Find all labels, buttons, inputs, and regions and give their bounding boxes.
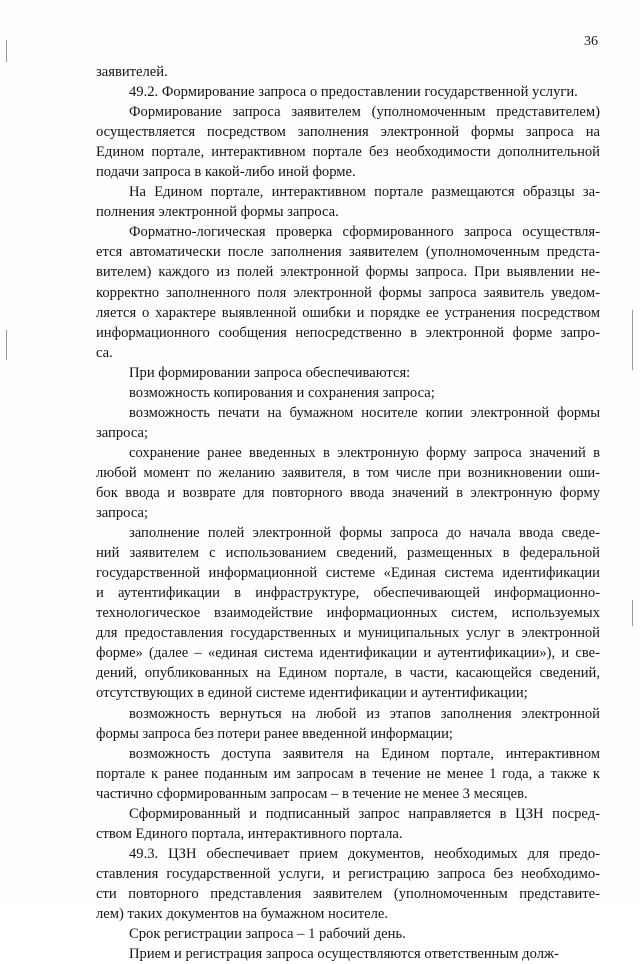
text-line: возможность доступа заявителя на Едином портале, интерактивном: [129, 745, 600, 762]
paragraph: [96, 62, 600, 82]
text-line: государственной информационной системе «Единая система идентификации: [96, 565, 600, 582]
text-line: ставления государственной услуги, и регистрацию запроса без необходимо-: [96, 865, 600, 882]
text-line: заполнение полей электронной формы запроса до начала ввода сведе-: [129, 525, 600, 542]
text-line: отсутствующих в единой системе идентификации и аутентификации;: [96, 685, 528, 702]
text-line: заявителей.: [96, 64, 168, 80]
text-line: запроса;: [96, 424, 149, 441]
text-line: дений, опубликованных на Едином портале, в части, касающейся сведений,: [96, 665, 600, 682]
paragraph: [96, 182, 600, 222]
paragraph: [96, 403, 600, 443]
text-line: запроса;: [96, 505, 149, 522]
text-line: форме» (далее – «единая система идентификации и аутентификации»), и све-: [96, 645, 600, 662]
text-line: информационного сообщения непосредственно в электронной форме запро-: [96, 324, 600, 341]
text-line: са.: [96, 344, 113, 361]
scan-edge-mark: [632, 310, 633, 370]
paragraph: [96, 363, 600, 383]
text-line: Срок регистрации запроса – 1 рабочий день.: [129, 926, 406, 943]
paragraph: [96, 844, 600, 924]
text-line: лем) таких документов на бумажном носителе.: [96, 905, 388, 922]
scan-edge-mark: [6, 330, 7, 360]
page-number: 36: [584, 34, 598, 49]
text-line: частично сформированным запросам – в течение не менее 3 месяцев.: [96, 785, 528, 802]
text-line: корректно заполненного поля электронной формы запроса заявитель уведом-: [96, 284, 600, 301]
text-line: портале к ранее поданным им запросам в течение не менее 1 года, а также к: [96, 765, 600, 782]
scan-edge-mark: [632, 600, 633, 626]
text-line: возможность печати на бумажном носителе копии электронной формы: [129, 404, 600, 421]
paragraph: [96, 523, 600, 703]
text-line: На Едином портале, интерактивном портале размещаются образцы за-: [129, 184, 600, 201]
paragraph: [96, 924, 600, 944]
text-line: Формирование запроса заявителем (уполномоченным представителем): [129, 104, 600, 121]
text-line: сти повторного представления заявителем (уполномоченным представите-: [96, 885, 600, 902]
text-line: возможность вернуться на любой из этапов заполнения электронной: [129, 705, 600, 722]
paragraph: [96, 804, 600, 844]
text-line: ний заявителем с использованием сведений, размещенных в федеральной: [96, 545, 600, 562]
text-line: осуществляется посредством заполнения электронной формы запроса на: [96, 124, 600, 141]
paragraph: [96, 82, 600, 102]
text-line: ляется о характере выявленной ошибки и порядке ее устранения посредством: [96, 304, 600, 321]
text-line: технологическое взаимодействие информационных систем, используемых: [96, 605, 600, 622]
paragraph: [96, 944, 600, 964]
paragraph: [96, 222, 600, 362]
paragraph: [96, 744, 600, 804]
text-line: 49.3. ЦЗН обеспечивает прием документов, необходимых для предо-: [129, 845, 600, 862]
text-line: подачи запроса в какой-либо иной форме.: [96, 164, 356, 181]
document-body: [96, 62, 600, 964]
text-line: сохранение ранее введенных в электронную форму запроса значений в: [129, 444, 600, 461]
text-line: Едином портале, интерактивном портале без необходимости дополнительной: [96, 144, 600, 161]
text-line: вителем) каждого из полей электронной формы запроса. При выявлении не-: [96, 264, 600, 281]
text-line: и аутентификации в инфраструктуре, обеспечивающей информационно-: [96, 585, 600, 602]
text-line: бок ввода и возврате для повторного ввода значений в электронную форму: [96, 484, 600, 501]
scan-edge-mark: [6, 40, 7, 62]
text-line: для предоставления государственных и муниципальных услуг в электронной: [96, 625, 600, 642]
text-line: Прием и регистрация запроса осуществляются ответственным долж-: [129, 946, 559, 963]
text-line: ством Единого портала, интерактивного портала.: [96, 825, 403, 842]
text-line: возможность копирования и сохранения запроса;: [129, 384, 435, 401]
paragraph: [96, 443, 600, 523]
paragraph: [96, 383, 600, 403]
paragraph: [96, 102, 600, 182]
text-line: полнения электронной формы запроса.: [96, 204, 339, 221]
text-line: Сформированный и подписанный запрос направляется в ЦЗН посред-: [129, 805, 600, 822]
paragraph: [96, 704, 600, 744]
text-line: любой момент по желанию заявителя, в том числе при возникновении оши-: [96, 464, 600, 481]
text-line: ется автоматически после заполнения заявителем (уполномоченным предста-: [96, 244, 600, 261]
text-line: 49.2. Формирование запроса о предоставлении государственной услуги.: [129, 84, 578, 101]
text-line: При формировании запроса обеспечиваются:: [129, 364, 411, 381]
text-line: формы запроса без потери ранее введенной информации;: [96, 725, 453, 742]
text-line: Форматно-логическая проверка сформированного запроса осуществля-: [129, 224, 600, 241]
